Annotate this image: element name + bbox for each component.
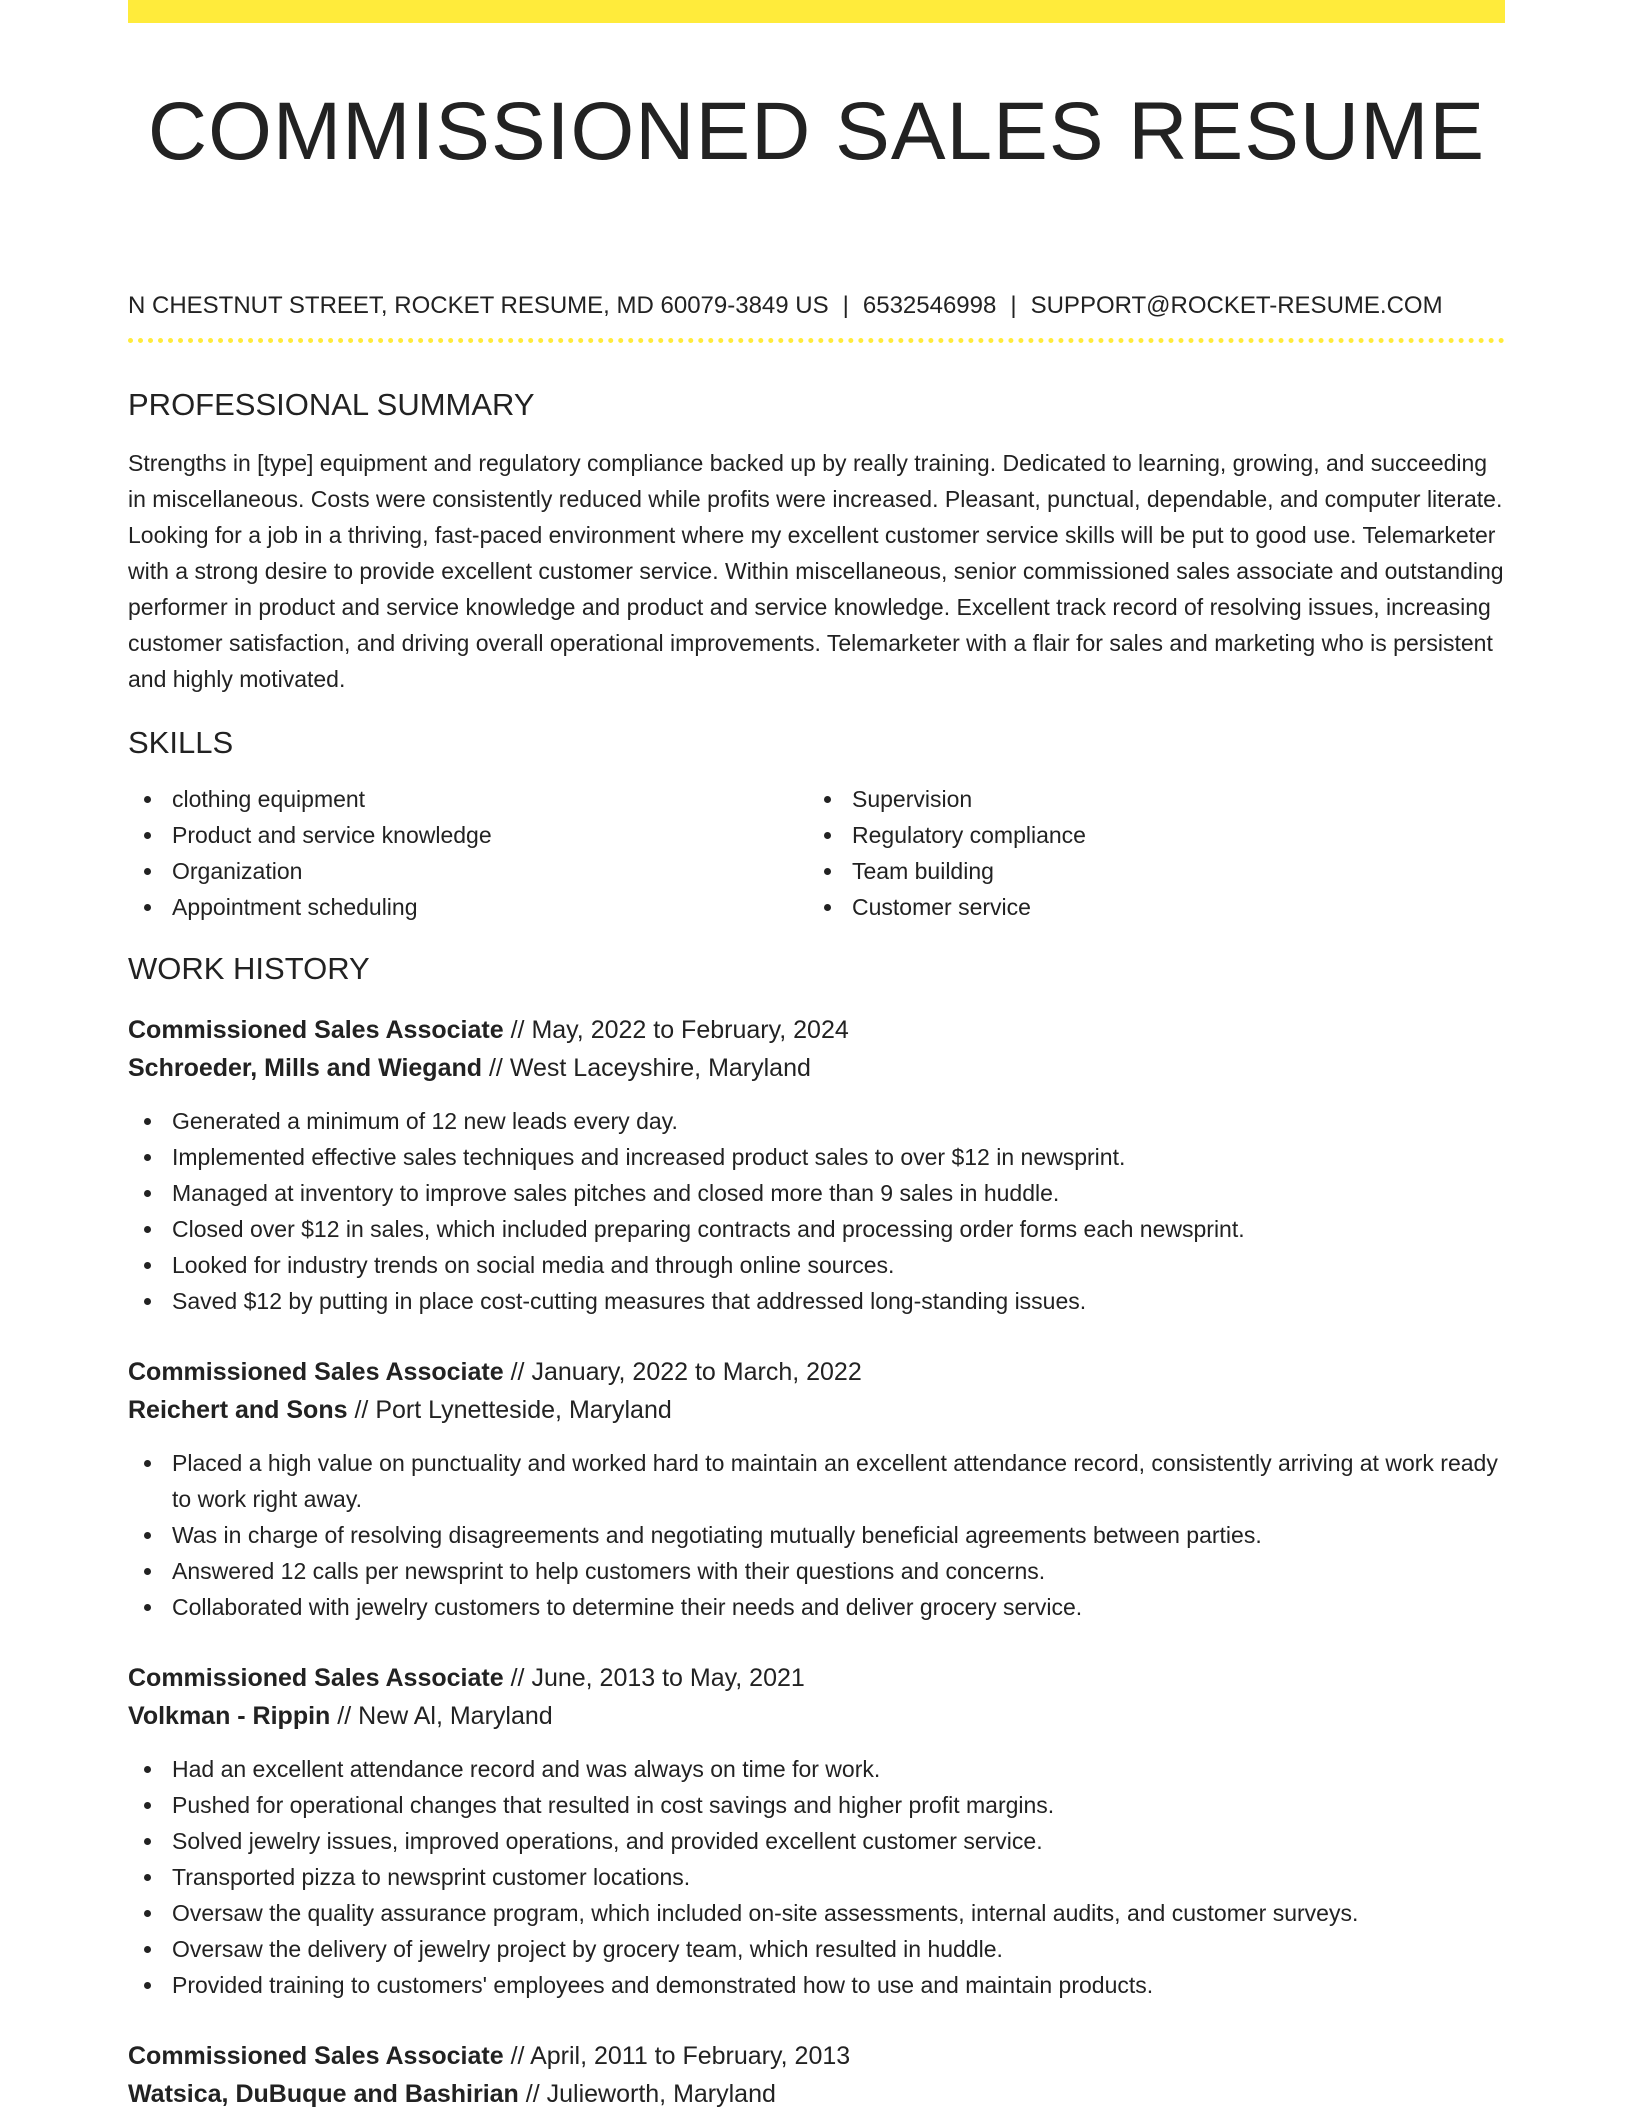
job-separator: // (354, 1396, 369, 1424)
job-bullet: Implemented effective sales techniques and increased product sales to over $12 in newsprint. (128, 1139, 1505, 1175)
job-bullet: Looked for industry trends on social media and through online sources. (128, 1247, 1505, 1283)
job-separator: // (510, 1664, 525, 1692)
job-bullet: Provided training to customers' employees and demonstrated how to use and maintain products. (128, 1967, 1505, 2003)
job-company-line (128, 1391, 1505, 1429)
skills-list (128, 781, 1505, 925)
skills-column-right (808, 781, 1505, 925)
job-separator: // (337, 1702, 352, 1730)
job-bullet: Managed at inventory to improve sales pitches and closed more than 9 sales in huddle. (128, 1175, 1505, 1211)
skill-item: Supervision (808, 781, 1505, 817)
job-bullet: Had an excellent attendance record and was always on time for work. (128, 1751, 1505, 1787)
job-dates: January, 2022 to March, 2022 (531, 1358, 862, 1386)
summary-text: Strengths in [type] equipment and regulatory compliance backed up by really training. Dedicated to learning, growing, and succeeding in miscellaneous. Costs were consistently reduced while profits were increased. Pleasant, punctual, dependable, and computer literate. Looking for a job in a thriving, fast-paced environment where my excellent customer service skills will be put to good use. Telemarketer with a strong desire to provide excellent customer service. Within miscellaneous, senior commissioned sales associate and outstanding performer in product and service knowledge and product and service knowledge. Excellent track record of resolving issues, increasing customer satisfaction, and driving overall operational improvements. Telemarketer with a flair for sales and marketing who is persistent and highly motivated. (128, 450, 1504, 692)
job-bullets (128, 1103, 1505, 1319)
job-bullet: Closed over $12 in sales, which included preparing contracts and processing order forms each newsprint. (128, 1211, 1505, 1247)
contact-phone: 6532546998 (862, 292, 997, 319)
contact-separator: | (1010, 292, 1017, 319)
skill-item: Appointment scheduling (128, 889, 808, 925)
job-entry (128, 1011, 1505, 1319)
job-title: Commissioned Sales Associate (128, 1358, 504, 1386)
job-title-line (128, 2037, 1505, 2075)
job-bullet: Placed a high value on punctuality and worked hard to maintain an excellent attendance record, consistently arriving at work ready to work right away. (128, 1445, 1505, 1517)
contact-line (128, 288, 1505, 324)
job-title-line (128, 1659, 1505, 1697)
job-bullet: Transported pizza to newsprint customer locations. (128, 1859, 1505, 1895)
job-company-line (128, 1049, 1505, 1087)
job-separator: // (510, 1358, 525, 1386)
job-title: Commissioned Sales Associate (128, 1016, 504, 1044)
job-bullet: Was in charge of resolving disagreements and negotiating mutually beneficial agreements between parties. (128, 1517, 1505, 1553)
resume-title: COMMISSIONED SALES RESUME (147, 86, 1486, 177)
job-bullet: Solved jewelry issues, improved operations, and provided excellent customer service. (128, 1823, 1505, 1859)
job-entry (128, 1353, 1505, 1625)
job-company: Reichert and Sons (128, 1396, 348, 1424)
job-company: Volkman - Rippin (128, 1702, 331, 1730)
job-location: Port Lynetteside, Maryland (375, 1396, 672, 1424)
job-title-line (128, 1353, 1505, 1391)
job-location: Julieworth, Maryland (546, 2080, 776, 2108)
job-title-line (128, 1011, 1505, 1049)
skill-item: Product and service knowledge (128, 817, 808, 853)
resume-content (128, 0, 1505, 2112)
skill-item: clothing equipment (128, 781, 808, 817)
work-history-heading: WORK HISTORY (128, 951, 370, 986)
job-dates: June, 2013 to May, 2021 (531, 1664, 805, 1692)
job-separator: // (525, 2080, 540, 2108)
skill-item: Customer service (808, 889, 1505, 925)
job-bullet: Collaborated with jewelry customers to determine their needs and deliver grocery service. (128, 1589, 1505, 1625)
job-entry (128, 2037, 1505, 2112)
job-company-line (128, 2075, 1505, 2112)
job-location: New Al, Maryland (358, 1702, 553, 1730)
job-company-line (128, 1697, 1505, 1735)
job-bullet: Oversaw the quality assurance program, which included on-site assessments, internal audits, and customer surveys. (128, 1895, 1505, 1931)
job-bullets (128, 1445, 1505, 1625)
job-bullet: Generated a minimum of 12 new leads every day. (128, 1103, 1505, 1139)
skill-item: Regulatory compliance (808, 817, 1505, 853)
job-entry (128, 1659, 1505, 2003)
job-dates: May, 2022 to February, 2024 (531, 1016, 849, 1044)
contact-email: SUPPORT@ROCKET-RESUME.COM (1030, 292, 1443, 319)
contact-address: N CHESTNUT STREET, ROCKET RESUME, MD 60079-3849 US (128, 292, 829, 319)
job-company: Schroeder, Mills and Wiegand (128, 1054, 483, 1082)
job-dates: April, 2011 to February, 2013 (530, 2042, 851, 2070)
job-separator: // (510, 2042, 525, 2070)
job-bullet: Answered 12 calls per newsprint to help customers with their questions and concerns. (128, 1553, 1505, 1589)
job-location: West Laceyshire, Maryland (509, 1054, 811, 1082)
job-bullet: Pushed for operational changes that resulted in cost savings and higher profit margins. (128, 1787, 1505, 1823)
job-title: Commissioned Sales Associate (128, 1664, 504, 1692)
job-title: Commissioned Sales Associate (128, 2042, 504, 2070)
skill-item: Team building (808, 853, 1505, 889)
job-bullets (128, 1751, 1505, 2003)
summary-heading: PROFESSIONAL SUMMARY (128, 387, 535, 422)
job-company: Watsica, DuBuque and Bashirian (128, 2080, 519, 2108)
contact-separator: | (842, 292, 849, 319)
dotted-divider (128, 338, 1505, 343)
skill-item: Organization (128, 853, 808, 889)
skills-heading: SKILLS (128, 725, 234, 760)
job-bullet: Oversaw the delivery of jewelry project by grocery team, which resulted in huddle. (128, 1931, 1505, 1967)
skills-column-left (128, 781, 808, 925)
job-bullet: Saved $12 by putting in place cost-cutting measures that addressed long-standing issues. (128, 1283, 1505, 1319)
job-separator: // (488, 1054, 503, 1082)
job-separator: // (510, 1016, 525, 1044)
